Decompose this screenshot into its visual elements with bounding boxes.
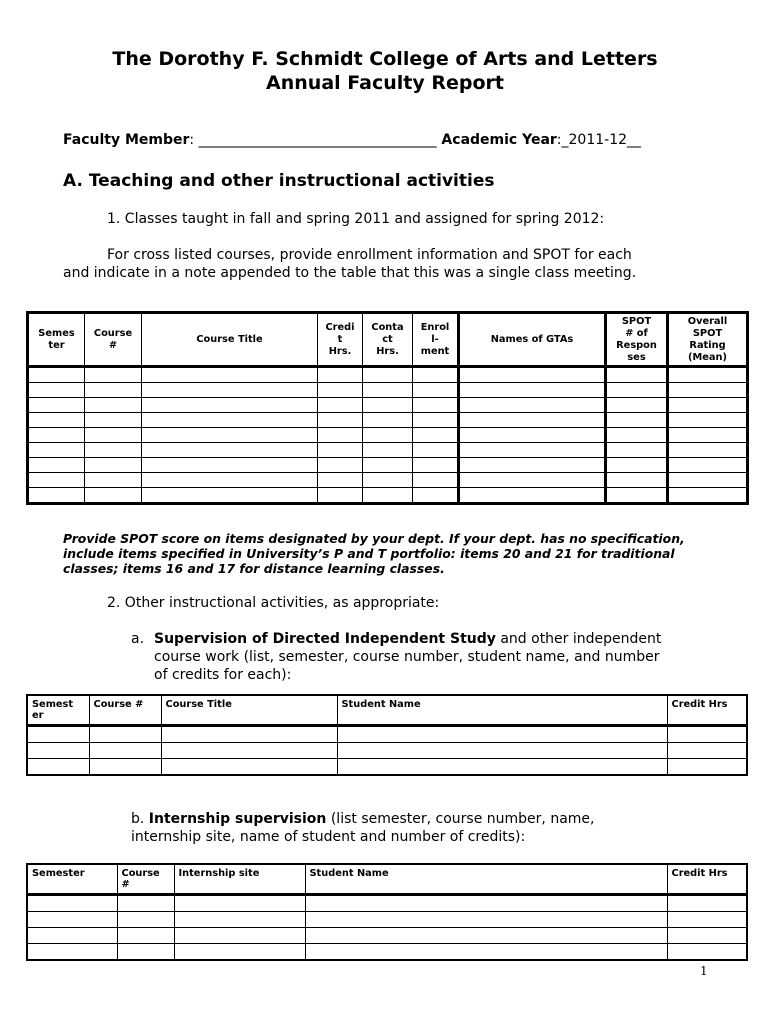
item-a-rest: and other independent (495, 631, 662, 647)
dis-table-cell[interactable] (161, 742, 337, 758)
classes-table-cell[interactable] (318, 428, 363, 443)
dis-table-cell[interactable] (337, 742, 667, 758)
item-a-line3: of credits for each): (154, 667, 292, 683)
dis-table-cell[interactable] (89, 725, 161, 742)
intern-col-course-number-header: Course # (117, 864, 174, 894)
classes-table-cell[interactable] (606, 398, 668, 413)
classes-table-cell[interactable] (142, 443, 318, 458)
academic-year-value[interactable]: :_2011-12__ (556, 132, 642, 148)
classes-table-cell[interactable] (363, 413, 413, 428)
intern-table-cell[interactable] (27, 911, 117, 927)
classes-table-cell[interactable] (606, 443, 668, 458)
dis-table-cell[interactable] (161, 758, 337, 775)
classes-table-cell[interactable] (363, 367, 413, 383)
intern-table-cell[interactable] (27, 894, 117, 911)
dis-table-row (27, 742, 747, 758)
dis-table-row (27, 758, 747, 775)
classes-table-row (28, 428, 748, 443)
classes-table-cell[interactable] (459, 458, 606, 473)
dis-table-cell[interactable] (667, 742, 747, 758)
faculty-member-blank[interactable]: __________________________________ (198, 132, 437, 148)
classes-table-cell[interactable] (363, 473, 413, 488)
spot-note-line2: include items specified in University’s P and T portfolio: items 20 and 21 for traditional (63, 546, 675, 561)
dis-col-course-title-header: Course Title (161, 695, 337, 725)
col-semester-header: Semes ter (28, 313, 85, 367)
page-title-line2: Annual Faculty Report (266, 72, 504, 94)
classes-table-cell[interactable] (142, 428, 318, 443)
dis-col-course-number-header: Course # (89, 695, 161, 725)
item-b-letter: b. (131, 811, 149, 827)
intern-table-cell[interactable] (174, 911, 305, 927)
intern-table-cell[interactable] (117, 927, 174, 943)
page-title-line1: The Dorothy F. Schmidt College of Arts and Letters (112, 48, 658, 70)
classes-table-row (28, 383, 748, 398)
intern-table-cell[interactable] (305, 927, 667, 943)
classes-table-cell[interactable] (459, 473, 606, 488)
classes-table-cell[interactable] (459, 383, 606, 398)
classes-table-cell[interactable] (363, 383, 413, 398)
classes-table-cell[interactable] (28, 413, 85, 428)
classes-table-cell[interactable] (459, 428, 606, 443)
dis-header-row (27, 695, 747, 725)
col-enrollment-header: Enrol l- ment (413, 313, 459, 367)
classes-table-cell[interactable] (85, 413, 142, 428)
intern-table-cell[interactable] (305, 943, 667, 960)
dis-table-cell[interactable] (27, 725, 89, 742)
item-b-line1 (131, 810, 594, 828)
dis-col-student-name-header: Student Name (337, 695, 667, 725)
classes-table-cell[interactable] (142, 398, 318, 413)
classes-table-cell[interactable] (413, 367, 459, 383)
item-a-line2: course work (list, semester, course number, student name, and number (154, 649, 660, 665)
intern-table-cell[interactable] (305, 911, 667, 927)
col-spot-responses-header: SPOT # of Respon ses (606, 313, 668, 367)
classes-table-cell[interactable] (413, 413, 459, 428)
classes-table-cell[interactable] (318, 413, 363, 428)
classes-table-cell[interactable] (28, 367, 85, 383)
col-course-title-header: Course Title (142, 313, 318, 367)
classes-table-cell[interactable] (142, 413, 318, 428)
classes-table-cell[interactable] (318, 473, 363, 488)
intern-table-row (27, 927, 747, 943)
classes-table-cell[interactable] (28, 383, 85, 398)
classes-table-cell[interactable] (318, 443, 363, 458)
classes-table-cell[interactable] (413, 383, 459, 398)
classes-table-cell[interactable] (413, 443, 459, 458)
intern-table-cell[interactable] (117, 943, 174, 960)
classes-table-cell[interactable] (85, 443, 142, 458)
intern-table-cell[interactable] (117, 911, 174, 927)
intern-table-cell[interactable] (667, 943, 747, 960)
classes-table-cell[interactable] (459, 367, 606, 383)
col-contact-hrs-header: Conta ct Hrs. (363, 313, 413, 367)
classes-table-cell[interactable] (606, 488, 668, 504)
item-b-line2: internship site, name of student and number of credits): (131, 829, 526, 845)
intern-table-cell[interactable] (305, 894, 667, 911)
dis-table-cell[interactable] (89, 742, 161, 758)
page-number: 1 (700, 964, 708, 978)
intern-table-cell[interactable] (667, 894, 747, 911)
classes-table-cell[interactable] (28, 473, 85, 488)
intern-col-semester-header: Semester (27, 864, 117, 894)
intern-col-student-name-header: Student Name (305, 864, 667, 894)
classes-table-cell[interactable] (28, 488, 85, 504)
cross-list-line1: For cross listed courses, provide enrollment information and SPOT for each (107, 247, 632, 263)
classes-table-cell[interactable] (606, 413, 668, 428)
intern-table-row (27, 894, 747, 911)
classes-table-row (28, 488, 748, 504)
intern-table-cell[interactable] (174, 894, 305, 911)
item-b-bold: Internship supervision (148, 811, 327, 827)
classes-table-cell[interactable] (318, 458, 363, 473)
dis-table-cell[interactable] (667, 725, 747, 742)
intern-col-credit-hrs-header: Credit Hrs (667, 864, 747, 894)
classes-table-cell[interactable] (142, 488, 318, 504)
classes-table-cell[interactable] (668, 488, 748, 504)
classes-table-cell[interactable] (85, 473, 142, 488)
classes-table-cell[interactable] (318, 488, 363, 504)
dis-table-cell[interactable] (27, 758, 89, 775)
classes-table-cell[interactable] (459, 413, 606, 428)
classes-table-row (28, 413, 748, 428)
dis-table-cell[interactable] (667, 758, 747, 775)
classes-table-cell[interactable] (363, 488, 413, 504)
classes-table-cell[interactable] (668, 443, 748, 458)
classes-table-cell[interactable] (668, 413, 748, 428)
item-a-bold: Supervision of Directed Independent Study (154, 631, 496, 647)
intern-table-cell[interactable] (174, 927, 305, 943)
classes-table-row (28, 398, 748, 413)
cross-list-line2: and indicate in a note appended to the table that this was a single class meeting. (63, 265, 637, 281)
classes-header-row (28, 313, 748, 367)
classes-table-cell[interactable] (85, 458, 142, 473)
classes-table-cell[interactable] (318, 398, 363, 413)
classes-table-row (28, 367, 748, 383)
classes-table-cell[interactable] (363, 443, 413, 458)
classes-table-cell[interactable] (28, 428, 85, 443)
faculty-line (63, 131, 641, 149)
classes-table-cell[interactable] (606, 428, 668, 443)
col-gtas-header: Names of GTAs (459, 313, 606, 367)
intern-header-row (27, 864, 747, 894)
dis-table-cell[interactable] (89, 758, 161, 775)
classes-table-cell[interactable] (606, 473, 668, 488)
classes-table (26, 311, 749, 505)
dis-table-cell[interactable] (337, 725, 667, 742)
item-1-text: 1. Classes taught in fall and spring 2011 and assigned for spring 2012: (107, 211, 605, 227)
classes-table-cell[interactable] (28, 443, 85, 458)
col-spot-rating-header: Overall SPOT Rating (Mean) (668, 313, 748, 367)
classes-table-cell[interactable] (668, 367, 748, 383)
intern-table-row (27, 943, 747, 960)
classes-table-cell[interactable] (142, 367, 318, 383)
intern-table-cell[interactable] (27, 927, 117, 943)
item-a-letter: a. (131, 631, 145, 647)
classes-table-cell[interactable] (142, 383, 318, 398)
dis-col-credit-hrs-header: Credit Hrs (667, 695, 747, 725)
classes-table-cell[interactable] (142, 473, 318, 488)
classes-table-cell[interactable] (363, 398, 413, 413)
classes-table-cell[interactable] (85, 367, 142, 383)
dis-table-row (27, 725, 747, 742)
classes-table-cell[interactable] (318, 383, 363, 398)
classes-table-cell[interactable] (459, 443, 606, 458)
faculty-member-suffix: : (189, 132, 199, 148)
classes-table-row (28, 458, 748, 473)
classes-table-cell[interactable] (413, 428, 459, 443)
dis-table (26, 694, 748, 776)
classes-table-row (28, 443, 748, 458)
intern-table-row (27, 911, 747, 927)
classes-table-cell[interactable] (668, 383, 748, 398)
classes-table-cell[interactable] (459, 398, 606, 413)
classes-table-cell[interactable] (413, 473, 459, 488)
classes-table-cell[interactable] (85, 383, 142, 398)
classes-table-cell[interactable] (85, 398, 142, 413)
academic-year-label: Academic Year (436, 132, 557, 148)
col-credit-hrs-header: Credi t Hrs. (318, 313, 363, 367)
intern-table-cell[interactable] (667, 927, 747, 943)
classes-table-cell[interactable] (668, 458, 748, 473)
classes-table-cell[interactable] (606, 458, 668, 473)
classes-table-cell[interactable] (85, 428, 142, 443)
classes-table-cell[interactable] (668, 398, 748, 413)
col-course-number-header: Course # (85, 313, 142, 367)
classes-table-cell[interactable] (606, 383, 668, 398)
item-b-rest: (list semester, course number, name, (326, 811, 595, 827)
intern-col-site-header: Internship site (174, 864, 305, 894)
section-a-heading: A. Teaching and other instructional activities (63, 171, 495, 191)
intern-table-cell[interactable] (117, 894, 174, 911)
intern-table-cell[interactable] (667, 911, 747, 927)
spot-note-line3: classes; items 16 and 17 for distance learning classes. (63, 561, 445, 576)
classes-table-cell[interactable] (413, 398, 459, 413)
classes-table-cell[interactable] (363, 428, 413, 443)
classes-table-cell[interactable] (459, 488, 606, 504)
classes-table-cell[interactable] (668, 428, 748, 443)
classes-table-row (28, 473, 748, 488)
classes-table-cell[interactable] (318, 367, 363, 383)
faculty-member-label: Faculty Member (63, 132, 190, 148)
intern-table-cell[interactable] (27, 943, 117, 960)
dis-table-cell[interactable] (27, 742, 89, 758)
classes-table-cell[interactable] (606, 367, 668, 383)
dis-col-semester-header: Semest er (27, 695, 89, 725)
dis-table-cell[interactable] (337, 758, 667, 775)
item-2-text: 2. Other instructional activities, as appropriate: (107, 595, 440, 611)
classes-table-cell[interactable] (363, 458, 413, 473)
classes-table-cell[interactable] (668, 473, 748, 488)
classes-table-cell[interactable] (413, 458, 459, 473)
item-a-line1 (154, 630, 661, 648)
classes-table-cell[interactable] (28, 458, 85, 473)
intern-table-cell[interactable] (174, 943, 305, 960)
classes-table-cell[interactable] (142, 458, 318, 473)
dis-table-cell[interactable] (161, 725, 337, 742)
internship-table (26, 863, 748, 961)
spot-note-line1: Provide SPOT score on items designated by your dept. If your dept. has no specification, (63, 531, 685, 546)
classes-table-cell[interactable] (85, 488, 142, 504)
classes-table-cell[interactable] (413, 488, 459, 504)
classes-table-cell[interactable] (28, 398, 85, 413)
